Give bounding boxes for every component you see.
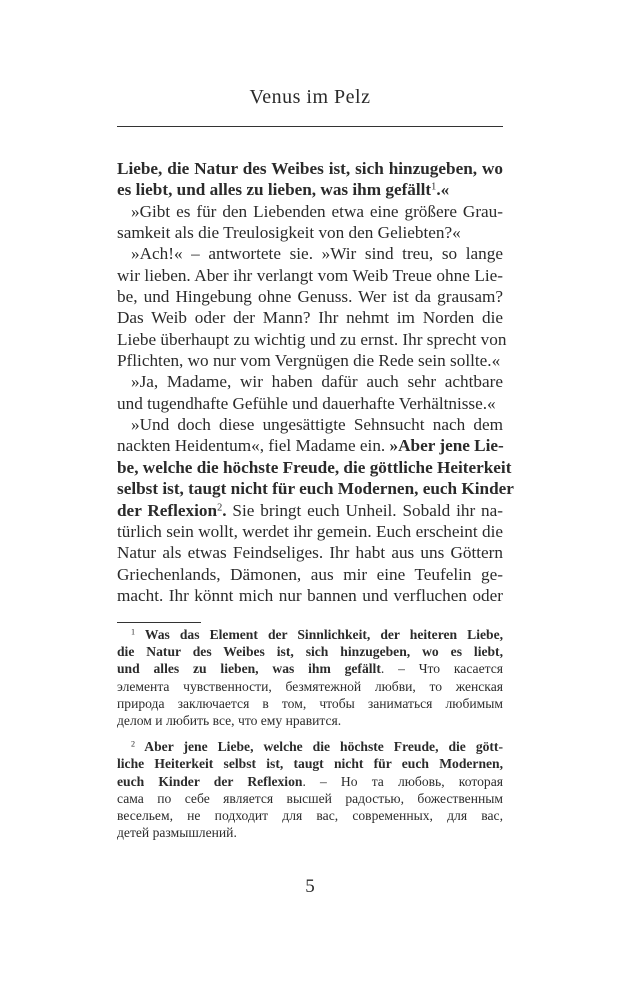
text-run: »Und doch diese ungesättigte Sehnsucht nach dem	[131, 415, 503, 435]
footnote-marker: 2	[131, 739, 136, 749]
bold-text: .«	[436, 180, 450, 200]
text-line	[117, 222, 503, 243]
main-text	[117, 158, 514, 606]
footnote-marker: 1	[131, 627, 136, 637]
paragraph-gap	[117, 729, 503, 738]
text-run: сама по себе является высшей радостью, божественным	[117, 790, 503, 806]
text-run: детей размышлений.	[117, 825, 237, 841]
footnote-line	[117, 678, 503, 695]
text-run: samkeit als die Treulosigkeit von den Geliebten?«	[117, 223, 461, 243]
bold-text: der Reflexion	[117, 500, 218, 520]
bold-text: euch Kinder der Reflexion	[117, 773, 303, 789]
bold-text: und alles zu lieben, was ihm gefällt	[117, 661, 381, 677]
text-run: nackten Heidentum«, fiel Madame ein.	[117, 436, 390, 456]
footnote-line	[117, 643, 503, 660]
footnote-line	[117, 695, 503, 712]
footnote-rule	[117, 622, 201, 623]
text-line	[117, 201, 503, 222]
text-line	[117, 457, 512, 478]
text-run: делом и любить все, что ему нравится.	[117, 712, 342, 728]
bold-text: Aber jene Liebe, welche die höchste Freude, die gött-	[135, 739, 503, 755]
text-run: элемента чувственности, безмятежной любви, то женская	[117, 678, 503, 694]
header-rule	[117, 126, 503, 127]
text-run: »Ja, Madame, wir haben dafür auch sehr achtbare	[131, 372, 503, 392]
text-line	[117, 371, 503, 392]
footnote-marker: 1	[431, 181, 437, 193]
footnote-line	[117, 712, 503, 729]
text-line	[117, 329, 507, 350]
footnote-line	[117, 738, 503, 755]
running-header: Venus im Pelz	[249, 86, 371, 108]
text-run: macht. Ihr könnt mich nur bannen und verfluchen oder	[117, 585, 503, 605]
text-line	[117, 585, 503, 606]
text-run: be, und Hingebung ohne Genuss. Wer ist da grausam?	[117, 287, 503, 307]
bold-text: »Aber jene Lie-	[389, 436, 504, 456]
text-run: . – Что касается	[380, 661, 504, 677]
text-line	[117, 350, 503, 371]
bold-text: es liebt, und alles zu lieben, was ihm gefällt	[117, 180, 432, 200]
footnote-line	[117, 773, 503, 790]
footnotes	[117, 626, 503, 841]
text-line	[117, 414, 503, 435]
text-line	[117, 158, 503, 179]
text-run: und tugendhafte Gefühle und dauerhafte Verhältnisse.«	[117, 393, 496, 413]
bold-text: die Natur des Weibes ist, sich hinzugeben, wo es liebt,	[117, 644, 503, 660]
text-line	[117, 393, 503, 414]
text-run: Pflichten, wo nur vom Vergnügen die Rede sein sollte.«	[117, 351, 501, 371]
text-line	[117, 179, 503, 200]
footnote-line	[117, 626, 503, 643]
bold-text: .	[222, 500, 227, 520]
footnote-line	[117, 807, 503, 824]
text-line	[117, 478, 514, 499]
page-number: 5	[305, 876, 315, 897]
text-run: Griechenlands, Dämonen, aus mir eine Teufelin ge-	[117, 564, 503, 584]
text-run: Sie bringt euch Unheil. Sobald ihr na-	[226, 500, 503, 520]
text-line	[117, 564, 503, 585]
text-run: Liebe überhaupt zu wichtig und zu ernst. Ihr sprecht von	[117, 329, 507, 349]
text-run: . – Но та любовь, которая	[302, 773, 503, 789]
text-run: »Ach!« – antwortete sie. »Wir sind treu, so lange	[131, 244, 503, 264]
text-run: Natur als etwas Feindseliges. Ihr habt aus uns Göttern	[117, 543, 503, 563]
footnote-marker: 2	[217, 501, 223, 513]
text-line	[117, 286, 503, 307]
footnote-line	[117, 660, 503, 677]
footnote-line	[117, 790, 503, 807]
text-line	[117, 521, 503, 542]
bold-text: liche Heiterkeit selbst ist, taugt nicht für euch Modernen,	[117, 756, 503, 772]
bold-text: Liebe, die Natur des Weibes ist, sich hinzugeben, wo	[117, 159, 503, 178]
text-line	[117, 307, 503, 328]
text-run: wir lieben. Aber ihr verlangt vom Weib Treue ohne Lie-	[117, 265, 503, 285]
text-line	[117, 500, 503, 521]
text-run: »Gibt es für den Liebenden etwa eine größere Grau-	[131, 201, 503, 221]
text-line	[117, 243, 503, 264]
footnote-line	[117, 824, 503, 841]
bold-text: Was das Element der Sinnlichkeit, der heiteren Liebe,	[135, 627, 503, 642]
text-line	[117, 265, 503, 286]
bold-text: be, welche die höchste Freude, die göttliche Heiterkeit	[117, 457, 512, 477]
bold-text: selbst ist, taugt nicht für euch Modernen, euch Kinder	[117, 479, 514, 499]
text-line	[117, 542, 503, 563]
footnote-line	[117, 755, 503, 772]
text-run: весельем, не подходит для вас, современных, для вас,	[117, 807, 503, 823]
text-run: türlich sein wollt, werdet ihr gemein. Euch erscheint die	[117, 521, 503, 541]
text-run: Das Weib oder der Mann? Ihr nehmt im Norden die	[117, 308, 503, 328]
text-line	[117, 435, 503, 456]
text-run: природа заключается в том, чтобы заниматься любимым	[117, 695, 503, 711]
